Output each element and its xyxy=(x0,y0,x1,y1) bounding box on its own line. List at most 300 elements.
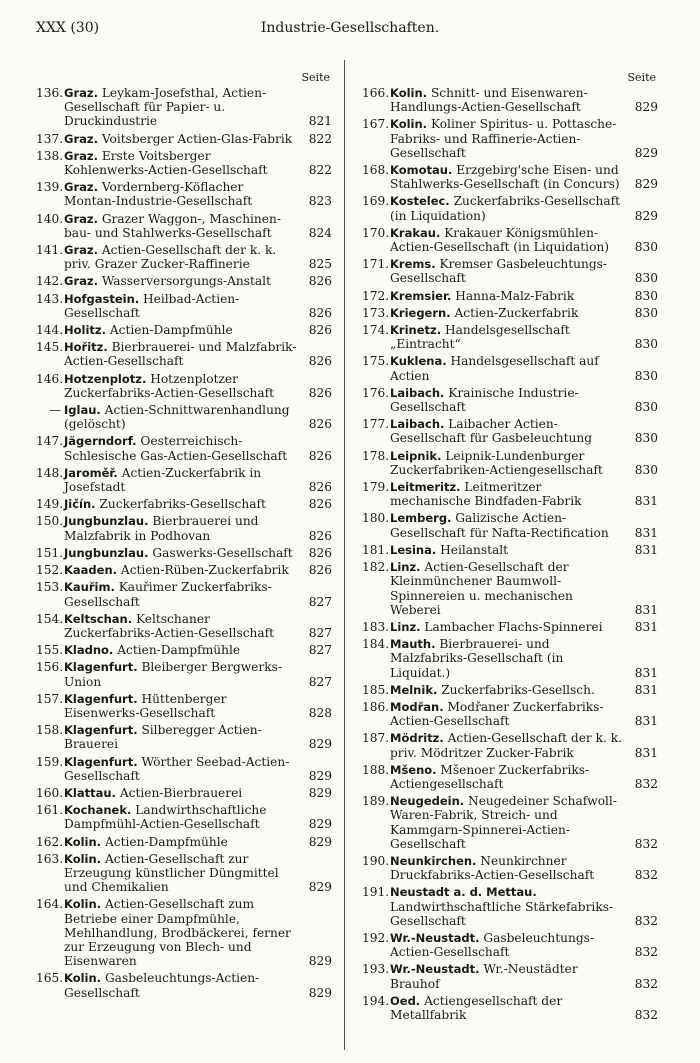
entry-page: 831 xyxy=(634,494,658,509)
entry-description: Heilbad-Actien-Gesellschaft xyxy=(64,291,240,320)
entry-place: Graz. xyxy=(64,274,98,289)
entry-description: Wasserversorgungs-Anstalt xyxy=(101,274,271,289)
list-item xyxy=(362,306,658,320)
list-item xyxy=(36,643,332,657)
list-item xyxy=(362,994,658,1022)
entry-page: 822 xyxy=(308,131,332,146)
entry-description: Landwirthschaftliche Dampfmühl-Actien-Gesellschaft xyxy=(64,803,267,832)
entry-place: Iglau. xyxy=(64,403,101,418)
list-item xyxy=(362,794,658,851)
entry-number: 177. xyxy=(362,417,390,432)
entry-page: 823 xyxy=(308,194,332,209)
entry-place: Kolin. xyxy=(390,86,428,100)
list-item xyxy=(362,163,658,191)
entry-text xyxy=(64,86,298,129)
entry-place: Linz. xyxy=(390,619,421,634)
entry-page: 829 xyxy=(634,177,658,192)
entry-description: Actien-Dampfmühle xyxy=(109,323,233,338)
entry-page: 826 xyxy=(308,528,332,543)
entry-place: Jungbunzlau. xyxy=(64,545,149,560)
list-item xyxy=(36,803,332,831)
list-item xyxy=(36,243,332,271)
entry-page: 826 xyxy=(308,323,332,338)
entry-page: 826 xyxy=(308,497,332,512)
entry-page: 831 xyxy=(634,745,658,760)
list-item xyxy=(36,292,332,320)
list-item xyxy=(362,117,658,160)
entry-description: Bierbrauerei und Malzfabrik in Podhovan xyxy=(64,514,259,543)
entry-description: Handelsgesellschaft auf Actien xyxy=(390,354,599,383)
entry-place: Kochanek. xyxy=(64,803,132,818)
entry-text xyxy=(64,563,298,577)
list-item xyxy=(36,274,332,288)
entry-place: Graz. xyxy=(64,243,98,258)
list-item xyxy=(362,257,658,285)
entry-description: Hotzenplotzer Zuckerfabriks-Actien-Gesellschaft xyxy=(64,371,275,400)
entry-place: Kostelec. xyxy=(390,194,450,209)
entry-description: Bierbrauerei- und Malzfabriks-Gesellschaft (in Liquidat.) xyxy=(390,637,564,680)
entry-description: Zuckerfabriks-Gesellschaft (in Liquidation) xyxy=(390,194,621,223)
entry-description: Vordernberg-Köflacher Montan-Industrie-Gesellschaft xyxy=(64,180,253,209)
entry-place: Leitmeritz. xyxy=(390,480,461,495)
list-item xyxy=(36,466,332,494)
entry-place: Mödritz. xyxy=(390,731,444,746)
list-item xyxy=(36,372,332,400)
list-item xyxy=(362,86,658,114)
entry-place: Hořitz. xyxy=(64,340,108,355)
entry-number: 176. xyxy=(362,385,390,400)
entry-place: Jaroměř. xyxy=(64,465,118,480)
entry-description: Erzgebirg'sche Eisen- und Stahlwerks-Gesellschaft (in Concurs) xyxy=(390,163,620,192)
entry-description: Gaswerks-Gesellschaft xyxy=(152,545,293,560)
entry-place: Holitz. xyxy=(64,323,106,338)
entry-text xyxy=(390,885,624,928)
page-header xyxy=(0,14,700,38)
entry-number: 138. xyxy=(36,148,64,163)
entry-place: Klagenfurt. xyxy=(64,660,138,675)
entry-description: Actien-Schnittwarenhandlung (gelöscht) xyxy=(64,403,290,432)
entry-description: Actiengesellschaft der Metallfabrik xyxy=(390,993,563,1022)
entry-place: Komotau. xyxy=(390,163,453,178)
entry-text xyxy=(390,226,624,254)
entry-page: 832 xyxy=(634,868,658,883)
entry-description: Mšenoer Zuckerfabriks-Actiengesellschaft xyxy=(390,762,590,791)
entry-number: 153. xyxy=(36,580,64,595)
entry-text xyxy=(64,852,298,895)
entry-place: Kauřim. xyxy=(64,580,115,595)
entry-number: 160. xyxy=(36,785,64,800)
entry-page: 827 xyxy=(308,625,332,640)
column-divider xyxy=(344,60,345,1050)
entry-number: 182. xyxy=(362,560,390,575)
entry-description: Actien-Gesellschaft der k. k. priv. Grazer Zucker-Raffinerie xyxy=(64,243,277,272)
entry-page: 829 xyxy=(308,880,332,895)
entry-description: Actien-Zuckerfabrik xyxy=(454,305,579,320)
entry-description: Keltschaner Zuckerfabriks-Actien-Gesellschaft xyxy=(64,611,275,640)
list-item xyxy=(362,885,658,928)
entry-description: Actien-Dampfmühle xyxy=(117,643,241,658)
entry-page: 826 xyxy=(308,354,332,369)
list-item xyxy=(36,755,332,783)
list-item xyxy=(362,683,658,697)
list-item xyxy=(36,723,332,751)
entry-page: 826 xyxy=(308,448,332,463)
entry-text xyxy=(64,660,298,688)
entry-description: Neugedeiner Schafwoll-Waren-Fabrik, Streich- und Kammgarn-Spinnerei-Actien-Gesellschaft xyxy=(390,794,617,851)
entry-number: 181. xyxy=(362,542,390,557)
entry-number: 145. xyxy=(36,340,64,355)
entry-page: 829 xyxy=(308,817,332,832)
entry-place: Lemberg. xyxy=(390,511,452,526)
entry-place: Linz. xyxy=(390,560,421,575)
entry-number: 194. xyxy=(362,993,390,1008)
list-item xyxy=(36,612,332,640)
entry-text xyxy=(390,449,624,477)
entry-description: Grazer Waggon-, Maschinen-bau- und Stahlwerks-Gesellschaft xyxy=(64,211,281,240)
list-item xyxy=(362,449,658,477)
entry-number: 169. xyxy=(362,194,390,209)
entry-text xyxy=(390,854,624,882)
entry-page: 831 xyxy=(634,619,658,634)
entry-text xyxy=(64,546,298,560)
entry-text xyxy=(64,274,298,288)
entry-text xyxy=(64,897,298,968)
entry-number: 178. xyxy=(362,448,390,463)
entry-text xyxy=(390,163,624,191)
list-item xyxy=(362,194,658,222)
entry-place: Jägerndorf. xyxy=(64,434,137,449)
entry-page: 830 xyxy=(634,288,658,303)
entry-description: Krainische Industrie-Gesellschaft xyxy=(390,385,579,415)
entry-page: 829 xyxy=(634,100,658,115)
entry-number: 140. xyxy=(36,211,64,226)
entry-place: Kladno. xyxy=(64,643,114,658)
entry-description: Actien-Zuckerfabrik in Josefstadt xyxy=(64,465,262,495)
entry-place: Lesina. xyxy=(390,542,437,557)
entry-description: Gasbeleuchtungs-Actien-Gesellschaft xyxy=(390,930,595,960)
list-item xyxy=(36,563,332,577)
list-item xyxy=(362,620,658,634)
entry-page: 824 xyxy=(308,225,332,240)
entry-number: 171. xyxy=(362,257,390,272)
entry-place: Graz. xyxy=(64,180,98,195)
entry-page: 830 xyxy=(634,271,658,286)
entry-place: Graz. xyxy=(64,211,98,226)
entry-place: Leipnik. xyxy=(390,448,442,463)
entry-page: 828 xyxy=(308,705,332,720)
entry-number: 164. xyxy=(36,897,64,912)
entry-text xyxy=(64,643,298,657)
list-item xyxy=(362,543,658,557)
entry-text xyxy=(64,971,298,999)
entry-description: Leykam-Josefsthal, Actien-Gesellschaft für Papier- u. Druckindustrie xyxy=(64,86,267,129)
list-item xyxy=(362,731,658,759)
entry-description: Zuckerfabriks-Gesellschaft xyxy=(99,497,266,512)
entry-text xyxy=(64,755,298,783)
entry-page: 831 xyxy=(634,602,658,617)
entry-text xyxy=(64,403,298,431)
list-item xyxy=(362,480,658,508)
entry-description: Oesterreichisch-Schlesische Gas-Actien-Gesellschaft xyxy=(64,434,288,463)
list-item xyxy=(362,226,658,254)
entry-text xyxy=(390,700,624,728)
entry-text xyxy=(64,803,298,831)
entry-number: 166. xyxy=(362,86,390,100)
entry-number: 192. xyxy=(362,930,390,945)
entry-text xyxy=(64,786,298,800)
left-column xyxy=(36,70,332,1003)
entry-place: Krinetz. xyxy=(390,323,442,338)
entry-text xyxy=(390,637,624,680)
entry-place: Hofgastein. xyxy=(64,291,140,306)
entry-description: Heilanstalt xyxy=(440,542,509,557)
entry-number: 141. xyxy=(36,243,64,258)
entry-place: Klagenfurt. xyxy=(64,754,138,769)
entry-number: 188. xyxy=(362,762,390,777)
entry-description: Actien-Gesellschaft zur Erzeugung künstlicher Düngmittel und Chemikalien xyxy=(64,851,279,895)
list-item xyxy=(36,786,332,800)
entry-place: Klagenfurt. xyxy=(64,723,138,738)
entry-number: 179. xyxy=(362,480,390,495)
list-item xyxy=(362,323,658,351)
entry-number: — xyxy=(48,403,61,418)
entry-number: 191. xyxy=(362,885,390,900)
entry-page: 832 xyxy=(634,836,658,851)
entry-page: 829 xyxy=(308,985,332,1000)
entry-page: 829 xyxy=(308,785,332,800)
entry-text xyxy=(64,466,298,494)
entry-number: 144. xyxy=(36,323,64,338)
entry-page: 826 xyxy=(308,274,332,289)
entry-number: 172. xyxy=(362,288,390,303)
entry-page: 827 xyxy=(308,594,332,609)
entry-page: 830 xyxy=(634,240,658,255)
entry-text xyxy=(64,580,298,608)
entry-place: Mauth. xyxy=(390,637,436,652)
list-item xyxy=(36,132,332,146)
entry-description: Actien-Dampfmühle xyxy=(104,834,228,849)
list-item xyxy=(362,289,658,303)
entry-place: Neugedein. xyxy=(390,794,465,809)
entry-page: 829 xyxy=(634,145,658,160)
list-item xyxy=(362,854,658,882)
entry-text xyxy=(390,731,624,759)
entry-description: Actien-Gesellschaft zum Betriebe einer Dampfmühle, Mehlhandlung, Brodbäckerei, ferner zur Erzeugung von Blech- und Eisenwaren xyxy=(64,897,291,969)
entry-description: Gasbeleuchtungs-Actien-Gesellschaft xyxy=(64,971,260,1000)
entry-number: 183. xyxy=(362,619,390,634)
entry-description: Laibacher Actien-Gesellschaft für Gasbeleuchtung xyxy=(390,417,593,446)
entry-place: Neunkirchen. xyxy=(390,853,477,868)
entry-page: 832 xyxy=(634,976,658,991)
entry-number: 151. xyxy=(36,545,64,560)
list-item xyxy=(36,897,332,968)
entry-description: Bierbrauerei- und Malzfabrik-Actien-Gesellschaft xyxy=(64,340,297,369)
list-item xyxy=(36,434,332,462)
entry-place: Wr.-Neustadt. xyxy=(390,930,480,945)
entry-description: Hanna-Malz-Fabrik xyxy=(455,288,575,303)
entry-page: 825 xyxy=(308,257,332,272)
entry-text xyxy=(390,117,624,160)
entry-text xyxy=(390,257,624,285)
page-title: Industrie-Gesellschaften. xyxy=(260,20,440,36)
right-column xyxy=(362,70,658,1025)
entry-description: Silberegger Actien-Brauerei xyxy=(64,723,262,752)
entry-number: 185. xyxy=(362,682,390,697)
entry-page: 829 xyxy=(308,737,332,752)
entry-text xyxy=(390,931,624,959)
entry-description: Actien-Gesellschaft der Kleinmünchener Baumwoll-Spinnereien u. mechanischen Weberei xyxy=(390,560,573,617)
entry-number: 186. xyxy=(362,699,390,714)
entry-page: 831 xyxy=(634,525,658,540)
entry-page: 827 xyxy=(308,674,332,689)
entry-page: 831 xyxy=(634,665,658,680)
entry-number: 155. xyxy=(36,643,64,658)
entry-text xyxy=(64,132,298,146)
entry-page: 831 xyxy=(634,714,658,729)
entry-place: Keltschan. xyxy=(64,611,133,626)
entry-number: 156. xyxy=(36,660,64,675)
list-item xyxy=(36,660,332,688)
list-item xyxy=(36,180,332,208)
entry-number: 163. xyxy=(36,851,64,866)
entry-number: 180. xyxy=(362,511,390,526)
entry-page: 830 xyxy=(634,431,658,446)
entry-place: Kuklena. xyxy=(390,354,447,369)
entry-description: Leipnik-Lundenburger Zuckerfabriken-Actiengesellschaft xyxy=(390,448,603,477)
list-item xyxy=(36,852,332,895)
entry-description: Schnitt- und Eisenwaren-Handlungs-Actien-Gesellschaft xyxy=(390,86,588,115)
entry-description: Kauřimer Zuckerfabriks-Gesellschaft xyxy=(64,580,272,609)
entry-number: 157. xyxy=(36,691,64,706)
entry-text xyxy=(390,354,624,382)
entry-text xyxy=(64,692,298,720)
entry-page: 821 xyxy=(308,114,332,129)
entry-place: Graz. xyxy=(64,148,98,163)
list-item xyxy=(362,637,658,680)
entry-text xyxy=(64,180,298,208)
entry-text xyxy=(390,289,624,303)
entry-place: Jičín. xyxy=(64,497,96,512)
list-item xyxy=(362,386,658,414)
entry-text xyxy=(390,620,624,634)
list-item xyxy=(36,86,332,129)
entry-page: 832 xyxy=(634,913,658,928)
entry-description: Galizische Actien-Gesellschaft für Nafta-Rectification xyxy=(390,511,609,540)
entry-page: 830 xyxy=(634,337,658,352)
entry-description: Handelsgesellschaft „Eintracht“ xyxy=(390,323,570,352)
entry-description: Actien-Rüben-Zuckerfabrik xyxy=(120,563,289,578)
entry-number: 148. xyxy=(36,465,64,480)
entry-number: 189. xyxy=(362,794,390,809)
entry-text xyxy=(390,480,624,508)
entry-number: 173. xyxy=(362,305,390,320)
entry-place: Graz. xyxy=(64,131,98,146)
list-item xyxy=(36,149,332,177)
entry-text xyxy=(64,149,298,177)
entry-number: 174. xyxy=(362,323,390,338)
entry-place: Kaaden. xyxy=(64,563,118,578)
entry-number: 162. xyxy=(36,834,64,849)
entry-description: Voitsberger Actien-Glas-Fabrik xyxy=(101,131,293,146)
entry-place: Melnik. xyxy=(390,682,438,697)
entry-description: Leitmeritzer mechanische Bindfaden-Fabrik xyxy=(390,480,582,509)
entry-number: 149. xyxy=(36,497,64,512)
entry-page: 826 xyxy=(308,385,332,400)
entry-number: 167. xyxy=(362,117,390,132)
entry-page: 826 xyxy=(308,417,332,432)
entry-number: 150. xyxy=(36,514,64,529)
list-item xyxy=(36,403,332,431)
list-item xyxy=(36,692,332,720)
entry-text xyxy=(64,340,298,368)
entry-number: 158. xyxy=(36,723,64,738)
entry-place: Mšeno. xyxy=(390,762,437,777)
entry-text xyxy=(390,794,624,851)
entry-number: 146. xyxy=(36,371,64,386)
entry-number: 152. xyxy=(36,563,64,578)
entry-number: 170. xyxy=(362,225,390,240)
entry-place: Kolin. xyxy=(64,897,102,912)
list-item xyxy=(362,700,658,728)
entry-place: Modřan. xyxy=(390,699,444,714)
entry-page: 830 xyxy=(634,305,658,320)
list-item xyxy=(36,971,332,999)
entry-place: Laibach. xyxy=(390,385,445,400)
entry-text xyxy=(390,962,624,990)
entry-text xyxy=(390,560,624,617)
entry-text xyxy=(390,323,624,351)
list-item xyxy=(36,580,332,608)
entry-place: Oed. xyxy=(390,993,421,1008)
entry-text xyxy=(390,511,624,539)
entry-text xyxy=(64,835,298,849)
seite-label: Seite xyxy=(627,71,656,84)
list-item xyxy=(36,835,332,849)
list-item xyxy=(362,354,658,382)
entry-number: 137. xyxy=(36,131,64,146)
entry-place: Neustadt a. d. Mettau. xyxy=(390,885,537,900)
entry-description: Koliner Spiritus- u. Pottasche-Fabriks- und Raffinerie-Actien-Gesellschaft xyxy=(390,117,617,160)
entry-description: Lambacher Flachs-Spinnerei xyxy=(424,619,603,634)
entry-text xyxy=(390,763,624,791)
entry-text xyxy=(64,372,298,400)
entry-description: Landwirthschaftliche Stärkefabriks-Gesellschaft xyxy=(390,899,614,928)
entry-number: 147. xyxy=(36,434,64,449)
entry-text xyxy=(64,292,298,320)
list-item xyxy=(362,417,658,445)
entry-number: 193. xyxy=(362,962,390,977)
seite-label: Seite xyxy=(301,71,330,84)
entry-description: Wr.-Neustädter Brauhof xyxy=(390,962,578,991)
entry-page: 832 xyxy=(634,1007,658,1022)
list-item xyxy=(36,546,332,560)
entry-description: Wörther Seebad-Actien-Gesellschaft xyxy=(64,754,290,783)
entry-place: Kolin. xyxy=(64,851,102,866)
entry-text xyxy=(64,243,298,271)
list-item xyxy=(362,511,658,539)
entry-text xyxy=(64,323,298,337)
entry-description: Neunkirchner Druckfabriks-Actien-Gesellschaft xyxy=(390,853,595,883)
entry-place: Kriegern. xyxy=(390,305,451,320)
entry-page: 822 xyxy=(308,163,332,178)
list-item xyxy=(36,497,332,511)
page-number: XXX (30) xyxy=(36,20,100,36)
entry-text xyxy=(64,514,298,542)
entry-place: Krems. xyxy=(390,257,436,272)
entry-number: 165. xyxy=(36,971,64,986)
entry-description: Krakauer Königsmühlen-Actien-Gesellschaft (in Liquidation) xyxy=(390,225,610,255)
entry-place: Kolin. xyxy=(64,834,102,849)
